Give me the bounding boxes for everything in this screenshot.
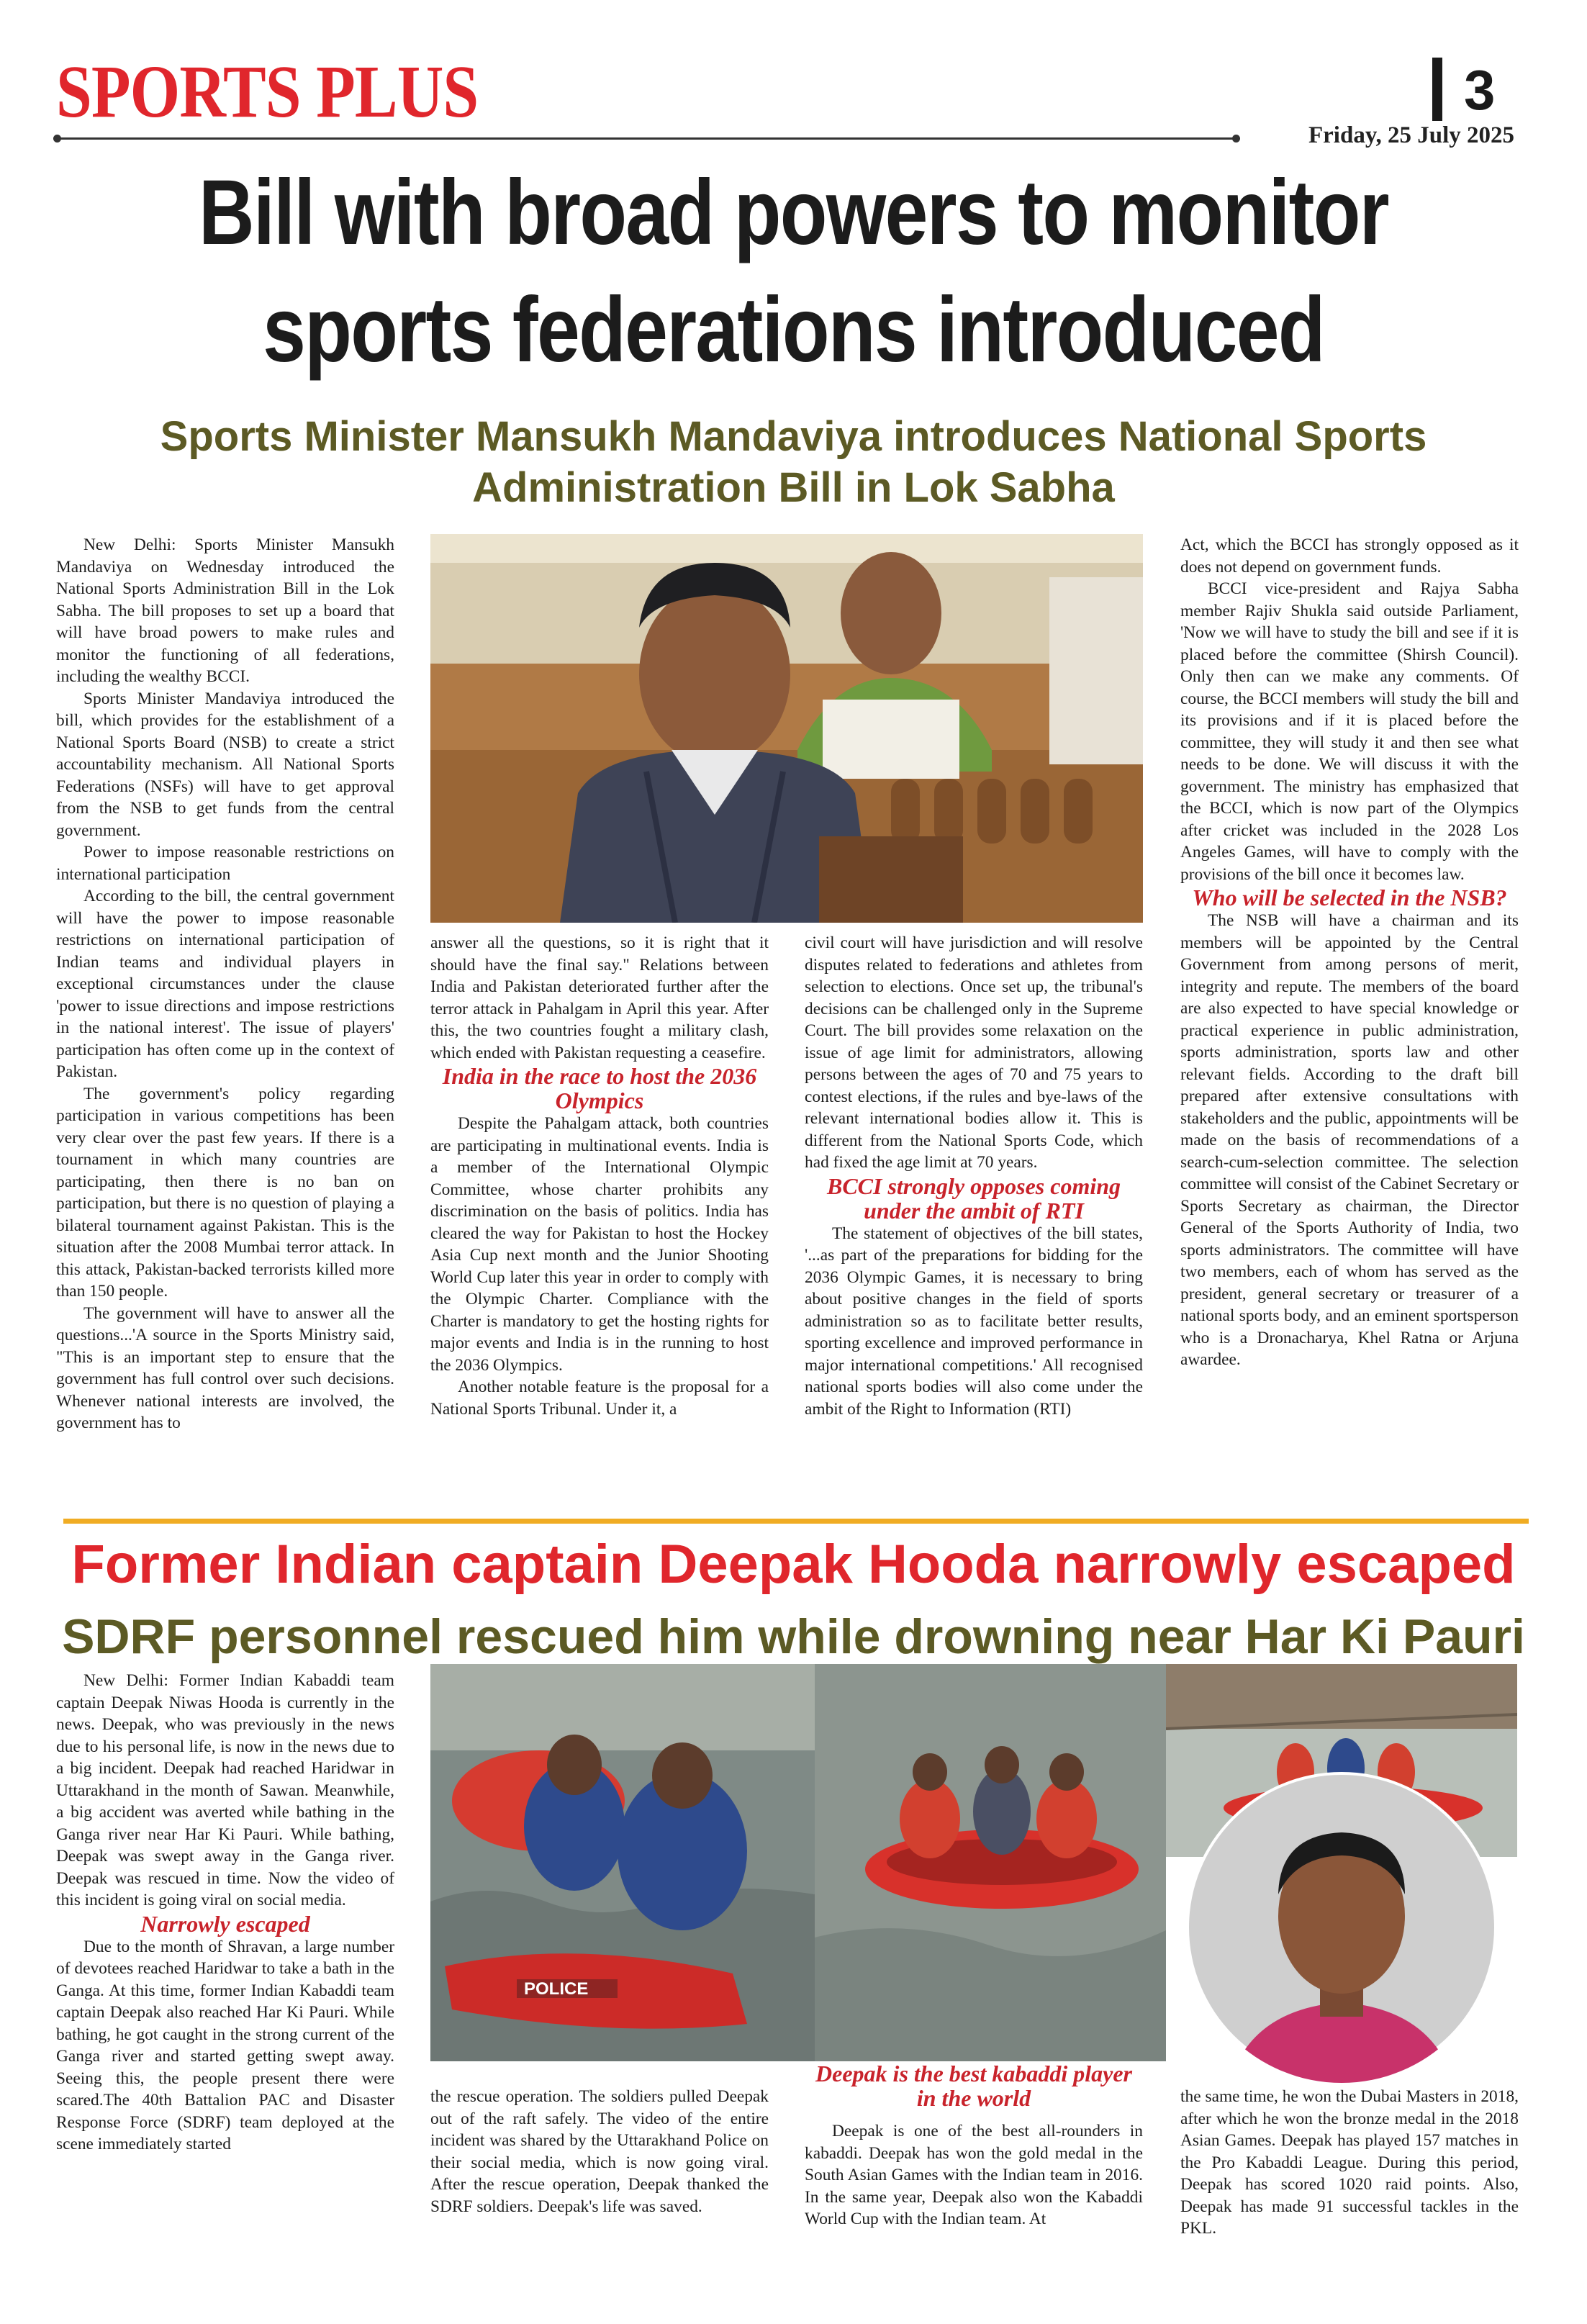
story2-column-4 xyxy=(1180,2086,1519,2240)
story2-subhead: SDRF personnel rescued him while drowning near Har Ki Pauri xyxy=(62,1609,1525,1664)
story1-subhead-line2: Administration Bill in Lok Sabha xyxy=(472,464,1115,511)
paragraph: BCCI vice-president and Rajya Sabha member Rajiv Shukla said outside Parliament, 'Now we will have to study the bill and see if it is placed before the committee (Shirsh Council). Only then can we make any comments. Of course, the BCCI members will study the bill and its provisions and if it is placed before the committee, they will study it and then see what needs to be done. We will discuss it with the government. The ministry has emphasized that the BCCI, which is now part of the Olympics after cricket was included in the 2028 Los Angeles Games, will have to comply with the provisions of the bill once it becomes law. xyxy=(1180,579,1519,884)
rescue-photo-2 xyxy=(815,1664,1166,2061)
paragraph: The government's policy regarding participation in various competitions has been very clear over the past few years. If there is a tournament in which many countries are participating, then there is no ban on participation, but there is no question of playing a bilateral tournament against Pakistan. This is the situation after the 2008 Mumbai terror attack. In this attack, Pakistan-backed terrorists killed more than 150 people. xyxy=(56,1084,394,1301)
story1-col4-subhead: Who will be selected in the NSB? xyxy=(1192,885,1507,910)
paragraph: the rescue operation. The soldiers pulled Deepak out of the raft safely. The video of the entire incident was shared by the Uttarakhand Police on their social media, which is now going viral. After the rescue operation, Deepak thanked the SDRF soldiers. Deepak's life was saved. xyxy=(430,2087,769,2216)
section-title: SPORTS PLUS xyxy=(56,50,479,133)
rescue-photo-1 xyxy=(430,1664,815,2061)
paragraph: New Delhi: Former Indian Kabaddi team captain Deepak Niwas Hooda is currently in the news. Deepak, who was previously in the news due to his personal life, is now in the news due to a big incident. Deepak had reached Haridwar in Uttarakhand in the month of Sawan. Meanwhile, a big accident was averted while bathing in the Ganga river near Har Ki Pauri. While bathing, Deepak was swept away in the Ganga river. Deepak was rescued in time. Now the video of this incident is going viral on social media. xyxy=(56,1671,394,1909)
rescue-photo-2-image xyxy=(815,1664,1166,2061)
paragraph: answer all the questions, so it is right that it should have the final say." Relations between India and Pakistan deteriorated further after the terror attack in Pahalgam in April this year. After this, the two countries fought a military clash, which ended with Pakistan requesting a ceasefire. xyxy=(430,933,769,1062)
paragraph: Another notable feature is the proposal for a National Sports Tribunal. Under it, a xyxy=(430,1378,769,1419)
paragraph: New Delhi: Sports Minister Mansukh Mandaviya on Wednesday introduced the National Sports Administration Bill in the Lok Sabha. The bill proposes to set up a board that will have broad powers to make rules and monitor the functioning of all federations, including the wealthy BCCI. xyxy=(56,535,394,686)
minister-photo xyxy=(430,534,1143,923)
paragraph: Sports Minister Mandaviya introduced the bill, which provides for the establishment of a National Sports Board (NSB) to create a strict accountability mechanism. All National Sports Federations (NSFs) will have to get approval from the NSB to get funds from the central government. xyxy=(56,689,394,840)
paragraph: Due to the month of Shravan, a large number of devotees reached Haridwar to take a bath in the Ganga. At this time, former Indian Kabaddi team captain Deepak also reached Har Ki Pauri. While bathing, he got caught in the strong current of the Ganga river and started getting swept away. Seeing this, the people present there were scared.The 40th Battalion PAC and Disaster Response Force (SDRF) team deployed at the scene immediately started xyxy=(56,1937,394,2153)
story1-col3-subhead: BCCI strongly opposes coming under the ambit of RTI xyxy=(826,1172,1121,1224)
paragraph: The NSB will have a chairman and its members will be appointed by the Central Government from among persons of merit, integrity and repute. The members of the board are also expected to have special knowledge or practical experience in public administration, sports administration, sports law and other relevant fields. According to the draft bill prepared after extensive consultations with stakeholders and the public, appointments will be made on the basis of recommendations of a search-cum-selection committee. The selection committee will consist of the Cabinet Secretary or Sports Secretary as chairman, the Director General of the Sports Authority of India, two sports administrators. The committee will have two members, each of whom has served as the president, general secretary or treasurer of a national sports body, and an eminent sportsperson who is a Dronacharya, Khel Ratna or Arjuna awardee. xyxy=(1180,911,1519,1369)
story1-column-2 xyxy=(430,932,769,1420)
paragraph: the same time, he won the Dubai Masters in 2018, after which he won the bronze medal in the 2018 Asian Games. Deepak has played 157 matches in the Pro Kabaddi League. During this period, Deepak has scored 1020 raid points. Also, Deepak has made 91 successful tackles in the PKL. xyxy=(1180,2087,1519,2238)
paragraph: Act, which the BCCI has strongly opposed as it does not depend on government funds. xyxy=(1180,535,1519,577)
header-rule-dot-right xyxy=(1232,135,1240,143)
paragraph: The statement of objectives of the bill states, '...as part of the preparations for bidding for the 2036 Olympic Games, it is necessary to bring about positive changes in the field of sports administration so as to facilitate better results, sporting excellence and improved performance in major international competitions.' All recognised national sports bodies will also come under the ambit of the Right to Information (RTI) xyxy=(805,1224,1143,1419)
story1-column-3 xyxy=(805,932,1143,1420)
section-divider xyxy=(63,1519,1529,1524)
header-rule xyxy=(56,137,1236,140)
page-number: 3 xyxy=(1464,58,1496,122)
paragraph: Deepak is one of the best all-rounders in kabaddi. Deepak has won the gold medal in the South Asian Games with the Indian team in 2016. In the same year, Deepak also won the Kabaddi World Cup with the Indian team. At xyxy=(805,2122,1143,2228)
paragraph: civil court will have jurisdiction and will resolve disputes related to federations and athletes from selection to elections. Once set up, the tribunal's decisions can be challenged only in the Supreme Court. The bill provides some relaxation on the issue of age limit for administrators, allowing persons between the ages of 70 and 75 years to contest elections, if the rules and bye-laws of the relevant international bodies allow it. This is different from the National Sports Code, which had fixed the age limit at 70 years. xyxy=(805,933,1143,1172)
minister-photo-image xyxy=(430,534,1143,923)
story1-column-4 xyxy=(1180,534,1519,1371)
story1-column-1 xyxy=(56,534,394,1434)
story2-column-1 xyxy=(56,1670,394,2156)
rescue-photo-1-image xyxy=(430,1664,815,2061)
story1-col2-subhead: India in the race to host the 2036 Olympics xyxy=(442,1063,757,1113)
story2-col3-subhead: Deepak is the best kabaddi player in the world xyxy=(815,2061,1132,2111)
story1-headline-line1: Bill with broad powers to monitor xyxy=(199,161,1388,264)
story1-headline-line2: sports federations introduced xyxy=(263,279,1324,381)
story2-headline: Former Indian captain Deepak Hooda narrowly escaped xyxy=(71,1534,1516,1595)
story2-column-2 xyxy=(430,2086,769,2217)
deepak-hooda-portrait-image xyxy=(1186,1772,1497,2083)
story2-column-3 xyxy=(805,2120,1143,2230)
issue-date: Friday, 25 July 2025 xyxy=(1308,122,1515,148)
raft-police-label: POLICE xyxy=(524,1979,589,1999)
page-number-bar xyxy=(1432,58,1442,121)
deepak-hooda-portrait xyxy=(1186,1772,1497,2083)
paragraph: According to the bill, the central government will have the power to impose reasonable restrictions on international participation of Indian teams and individual players in exceptional circumstances under the clause 'power to issue directions and impose restrictions in the national interest'. The issue of players' participation has often come up in the context of Pakistan. xyxy=(56,887,394,1081)
paragraph: Power to impose reasonable restrictions on international participation xyxy=(56,843,394,884)
story2-col1-subhead: Narrowly escaped xyxy=(140,1910,310,1937)
story1-subhead-line1: Sports Minister Mansukh Mandaviya introduces National Sports xyxy=(160,413,1427,460)
paragraph: The government will have to answer all the questions...'A source in the Sports Ministry said, "This is an important step to ensure that the government has full control over such decisions. Whenever national interests are involved, the government has to xyxy=(56,1303,394,1432)
paragraph: Despite the Pahalgam attack, both countries are participating in multinational events. India is a member of the International Olympic Committee, whose charter prohibits any discrimination on the basis of politics. India has cleared the way for Pakistan to host the Hockey Asia Cup next month and the Junior Shooting World Cup later this year in order to comply with the Olympic Charter. Compliance with the Charter is mandatory to get the hosting rights for major events and India is in the running to host the 2036 Olympics. xyxy=(430,1114,769,1375)
